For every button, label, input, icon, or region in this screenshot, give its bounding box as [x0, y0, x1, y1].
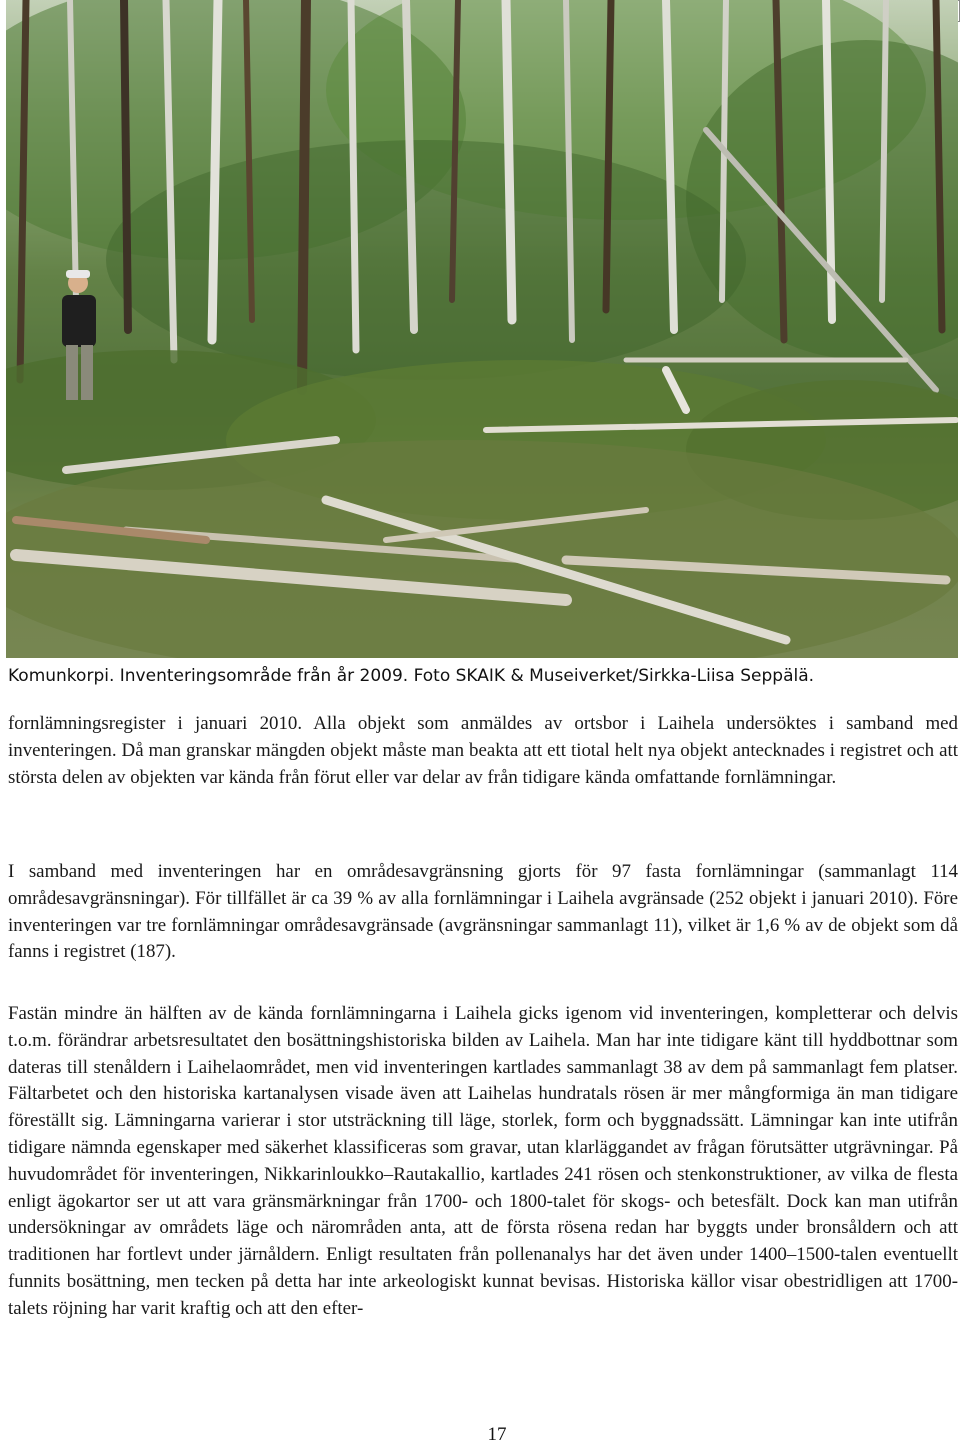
photo-caption: Komunkorpi. Inventeringsområde från år 2009. Foto SKAIK & Museiverket/Sirkka-Liisa Seppälä. — [8, 666, 815, 686]
body-paragraph-2: I samband med inventeringen har en områdesavgränsning gjorts för 97 fasta fornlämningar (sammanlagt 114 områdesavgränsningar). För tillfället är ca 39 % av alla fornlämningar i Laihela avgränsade (252 objekt i januari 2010). Före inventeringen var tre fornlämningar områdesavgränsade (avgränsningar sammanlagt 11), vilket är 1,6 % av de objekt som då fanns i registret (187). — [8, 861, 958, 963]
forest-photo — [6, 0, 958, 658]
forest-photo-illustration — [6, 0, 958, 658]
page-number: 17 — [487, 1424, 507, 1445]
body-paragraph-3: Fastän mindre än hälften av de kända fornlämningarna i Laihela gicks igenom vid inventeringen, kompletterar och delvis t.o.m. förändrar arbetsresultatet den bosättningshistoriska bilden av Laihela. Man har inte tidigare känt till hyddbottnar som dateras till stenåldern i Laihelaområdet, men vid inventeringen kartlades sammanlagt 38 av dem på sammanlagt fem platser. Fältarbetet och den historiska kartanalysen visade även att Laihelas hundratals rösen är mer mångformiga än man tidigare föreställt sig. Lämningarna varierar i stor utsträckning till läge, storlek, form och byggnadssätt. Lämningar kan inte utifrån tidigare nämnda egenskaper med säkerhet klassificeras som gravar, utan klarläggandet av frågan förutsätter utgrävningar. På huvudområdet för inventeringen, Nikkarinloukko–Rautakallio, kartlades 241 rösen och stenkonstruktioner, av vilka de flesta enligt ägokartor ser ut att vara gränsmärkningar från 1700- och 1800-talet för skogs- och betesfält. Dock kan man utifrån undersökningar av områdets läge och närområden anta, att de första rösena redan har byggts under bronsåldern och att traditionen har fortlevt under järnåldern. Enligt resultaten från pollenanalys har det även under 1400–1500-talen eventuellt funnits bosättning, men tecken på detta har inte arkeologiskt kunnat bevisas. Historiska källor visar obestridligen att 1700-talets röjning har varit kraftig och att den efter- — [8, 1003, 958, 1319]
body-paragraph-1: fornlämningsregister i januari 2010. Alla objekt som anmäldes av ortsbor i Laihela undersöktes i samband med inventeringen. Då man granskar mängden objekt måste man beakta att ett tiotal helt nya objekt antecknades i registret och att största delen av objekten var kända från förut eller var delar av från tidigare kända omfattande fornlämningar. — [8, 713, 958, 788]
